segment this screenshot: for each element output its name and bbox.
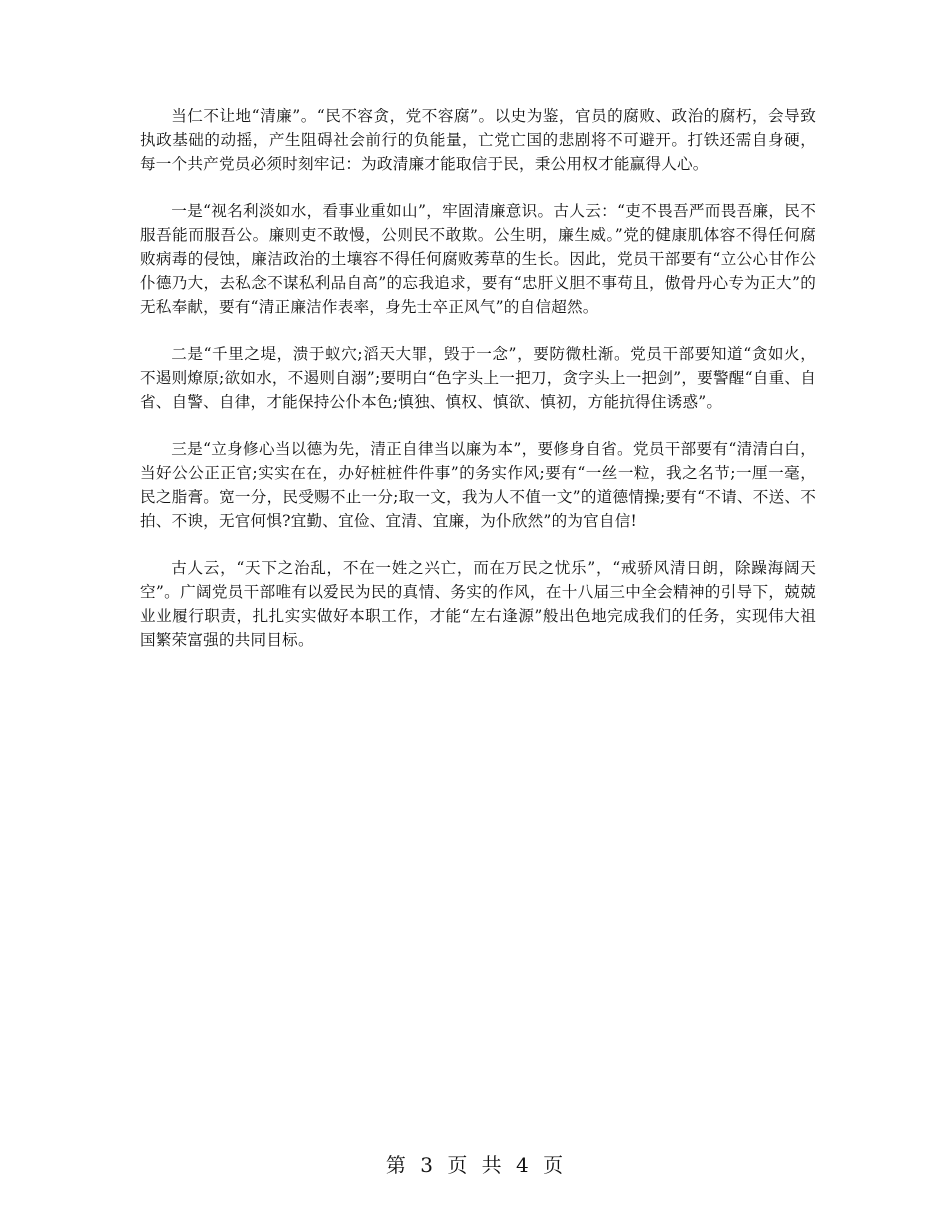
paragraph-conclusion: 古人云，“天下之治乱，不在一姓之兴亡，而在万民之忧乐”，“戒骄风清日朗，除躁海阔天空”。广阔党员干部唯有以爱民为民的真情、务实的作风，在十八届三中全会精神的引导下，兢兢业业履行职责，扎扎实实做好本职工作，才能“左右逢源”般出色地完成我们的任务，实现伟大祖国繁荣富强的共同目标。 <box>140 559 816 649</box>
paragraph-point-three: 三是“立身修心当以德为先，清正自律当以廉为本”，要修身自省。党员干部要有“清清白白，当好公公正正官;实实在在，办好桩桩件件事”的务实作风;要有“一丝一粒，我之名节;一厘一毫，民之脂膏。宽一分，民受赐不止一分;取一文，我为人不值一文”的道德情操;要有“不请、不送、不拍、不谀，无官何惧?宜勤、宜俭、宜清、宜廉，为仆欣然”的为官自信! <box>140 440 816 530</box>
paragraph-point-two: 二是“千里之堤，溃于蚁穴;滔天大罪，毁于一念”，要防微杜渐。党员干部要知道“贪如火，不遏则燎原;欲如水，不遏则自溺”;要明白“色字头上一把刀，贪字头上一把剑”，要警醒“自重、自省、自警、自律，才能保持公仆本色;慎独、慎权、慎欲、慎初，方能抗得住诱惑”。 <box>140 345 816 411</box>
paragraph-intro: 当仁不让地“清廉”。“民不容贪，党不容腐”。以史为鉴，官员的腐败、政治的腐朽，会导致执政基础的动摇，产生阻碍社会前行的负能量，亡党亡国的悲剧将不可避开。打铁还需自身硬，每一个共产党员必须时刻牢记：为政清廉才能取信于民，秉公用权才能赢得人心。 <box>140 107 816 173</box>
paragraph-point-one: 一是“视名利淡如水，看事业重如山”，牢固清廉意识。古人云：“吏不畏吾严而畏吾廉，民不服吾能而服吾公。廉则吏不敢慢，公则民不敢欺。公生明，廉生威。”党的健康肌体容不得任何腐败病毒的侵蚀，廉洁政治的土壤容不得任何腐败莠草的生长。因此，党员干部要有“立公心甘作公仆德乃大，去私念不谋私利品自高”的忘我追求，要有“忠肝义胆不事苟且，傲骨丹心专为正大”的无私奉献，要有“清正廉洁作表率，身先士卒正风气”的自信超然。 <box>140 202 816 316</box>
document-body <box>140 104 816 675</box>
page-number-footer: 第 3 页 共 4 页 <box>385 1153 565 1177</box>
